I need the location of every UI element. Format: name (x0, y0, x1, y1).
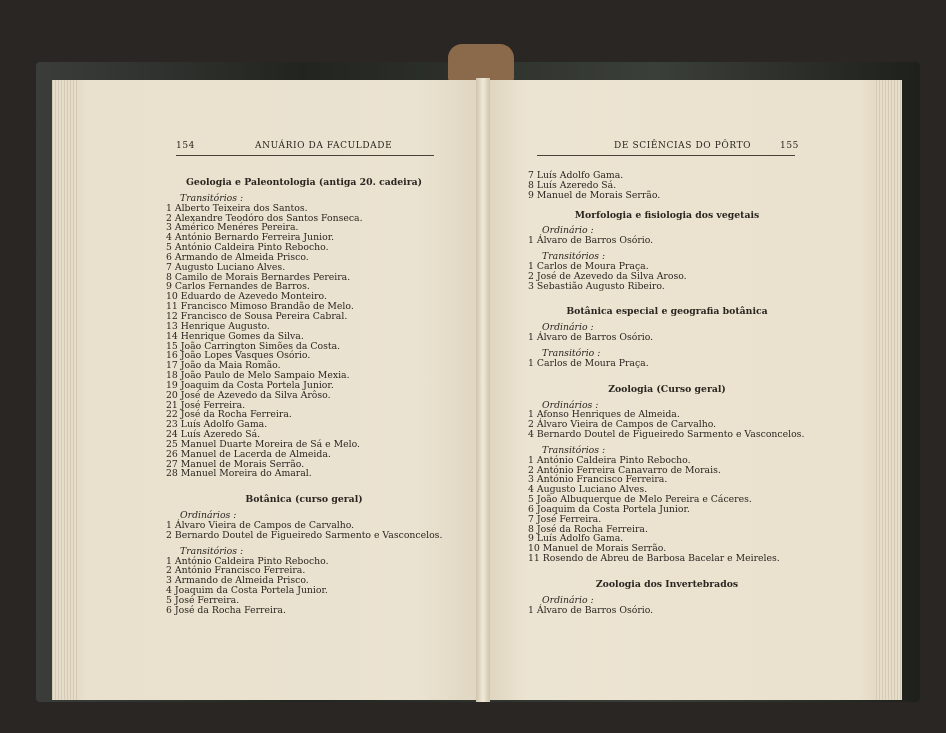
list-item: 10 Manuel de Morais Serrão. (528, 543, 667, 555)
list-item: 4 Joaquim da Costa Portela Junior. (166, 585, 328, 597)
list-item: 8 José da Rocha Ferreira. (528, 523, 648, 535)
spacer (528, 622, 806, 632)
section-heading: Morfologia e fisiologia dos vegetais (574, 209, 760, 221)
list-item: 1 Carlos de Moura Praça. (528, 357, 649, 369)
list-item: 1 António Caldeira Pinto Rebocho. (166, 555, 329, 567)
list-item: 20 José de Azevedo da Silva Arôso. (166, 389, 331, 401)
right-page-body (528, 171, 806, 632)
list-item: 26 Manuel de Lacerda de Almeida. (166, 448, 331, 460)
section-heading: Zoologia (Curso geral) (608, 383, 726, 395)
list-item: 5 João Albuquerque de Melo Pereira e Cáceres. (528, 494, 752, 506)
list-item: 4 Bernardo Doutel de Figueiredo Sarmento e Vasconcelos. (528, 429, 805, 441)
list-item: 9 Manuel de Morais Serrão. (528, 189, 661, 201)
right-page-edges (876, 80, 902, 700)
group-label: Ordinário : (542, 322, 594, 334)
left-page-edges (52, 80, 78, 700)
list-item: 5 António Caldeira Pinto Rebocho. (166, 242, 329, 254)
left-header-rule (176, 155, 434, 156)
list-item: 16 João Lopes Vasques Osório. (166, 350, 311, 362)
list-item: 6 Joaquim da Costa Portela Junior. (528, 503, 690, 515)
section-heading: Botânica (curso geral) (245, 494, 363, 506)
book-gutter (476, 78, 490, 702)
list-item: 11 Francisco Mimoso Brandão de Melo. (166, 301, 354, 313)
list-item: 9 Carlos Fernandes de Barros. (166, 281, 310, 293)
list-item: 17 João da Maia Romão. (166, 360, 281, 372)
list-item: 1 Álvaro de Barros Osório. (528, 604, 654, 616)
section-heading: Geologia e Paleontologia (antiga 20. cadeira) (185, 177, 423, 188)
list-item: 2 António Ferreira Canavarro de Morais. (528, 464, 721, 476)
list-item: 8 Camilo de Morais Bernardes Pereira. (166, 271, 351, 283)
right-page-number: 155 (780, 141, 799, 151)
list-item: 1 Álvaro de Barros Osório. (528, 235, 654, 247)
list-item: 2 António Francisco Ferreira. (166, 565, 306, 577)
list-item: 11 Rosendo de Abreu de Barbosa Bacelar e Meireles. (528, 553, 780, 565)
section-heading: Botânica especial e geografia botânica (566, 306, 768, 318)
list-item: 15 João Carrington Simões da Costa. (166, 340, 341, 352)
list-item: 7 José Ferreira. (528, 513, 602, 525)
list-item: 21 José Ferreira. (166, 399, 246, 411)
list-item: 3 Armando de Almeida Prisco. (166, 575, 309, 587)
list-item: 23 Luís Adolfo Gama. (166, 419, 268, 431)
list-item: 28 Manuel Moreira do Amaral. (166, 468, 312, 480)
list-item: 19 Joaquim da Costa Portela Junior. (166, 379, 334, 391)
list-item: 2 José de Azevedo da Silva Aroso. (528, 270, 687, 282)
list-item: 4 Augusto Luciano Alves. (528, 484, 648, 496)
list-item: 27 Manuel de Morais Serrão. (166, 458, 305, 470)
list-item: 1 Carlos de Moura Praça. (528, 260, 649, 272)
list-item: 25 Manuel Duarte Moreira de Sá e Melo. (166, 438, 360, 450)
group-label: Transitórios : (180, 545, 244, 557)
list-item: 2 Alexandre Teodóro dos Santos Fonseca. (166, 212, 363, 224)
list-item: 1 Álvaro Vieira de Campos de Carvalho. (166, 520, 355, 531)
list-item: 5 José Ferreira. (166, 594, 240, 606)
section-heading: Zoologia dos Invertebrados (595, 579, 739, 590)
list-item: 6 Armando de Almeida Prisco. (166, 251, 309, 263)
group-label: Ordinário : (542, 594, 594, 606)
list-item: 3 António Francisco Ferreira. (528, 474, 668, 486)
list-item: 8 Luís Azeredo Sá. (528, 179, 617, 191)
right-header-rule (537, 155, 795, 156)
list-item: 1 Afonso Henriques de Almeida. (528, 409, 680, 421)
list-item: 14 Henrique Gomes da Silva. (166, 330, 304, 342)
group-label: Ordinário : (542, 225, 594, 237)
list-item: 1 Álvaro de Barros Osório. (528, 332, 654, 344)
list-item: 10 Eduardo de Azevedo Monteiro. (166, 291, 327, 303)
list-item: 6 José da Rocha Ferreira. (166, 604, 286, 616)
right-running-head: DE SCIÊNCIAS DO PÔRTO (614, 141, 752, 151)
list-item: 12 Francisco de Sousa Pereira Cabral. (166, 310, 348, 322)
bookmark-ribbon (448, 44, 514, 82)
list-item: 1 Alberto Teixeira dos Santos. (166, 202, 308, 214)
list-item: 13 Henrique Augusto. (166, 320, 270, 332)
list-item: 3 Américo Menéres Pereira. (166, 222, 299, 234)
list-item: 7 Augusto Luciano Alves. (166, 261, 286, 273)
left-page-number: 154 (176, 141, 195, 151)
list-item: 18 João Paulo de Melo Sampaio Mexia. (166, 370, 350, 382)
group-label: Ordinários : (180, 510, 237, 522)
list-item: 22 José da Rocha Ferreira. (166, 409, 292, 421)
list-item: 2 Álvaro Vieira de Campos de Carvalho. (528, 419, 717, 431)
group-label: Transitórios : (542, 251, 606, 263)
list-item: 3 Sebastião Augusto Ribeiro. (528, 280, 665, 292)
list-item: 24 Luís Azeredo Sá. (166, 429, 261, 441)
group-label: Transitório : (542, 347, 601, 359)
spacer (166, 622, 442, 632)
left-running-head: ANUÁRIO DA FACULDADE (255, 141, 393, 151)
list-item: 4 António Bernardo Ferreira Junior. (166, 232, 335, 244)
group-label: Transitórios : (542, 444, 606, 456)
group-label: Ordinários : (542, 399, 599, 411)
group-label: Transitórios : (180, 192, 244, 204)
list-item: 1 António Caldeira Pinto Rebocho. (528, 454, 691, 466)
left-page-body (166, 178, 442, 632)
list-item: 7 Luís Adolfo Gama. (528, 170, 624, 181)
list-item: 2 Bernardo Doutel de Figueiredo Sarmento e Vasconcelos. (166, 529, 443, 541)
list-item: 9 Luís Adolfo Gama. (528, 533, 624, 545)
